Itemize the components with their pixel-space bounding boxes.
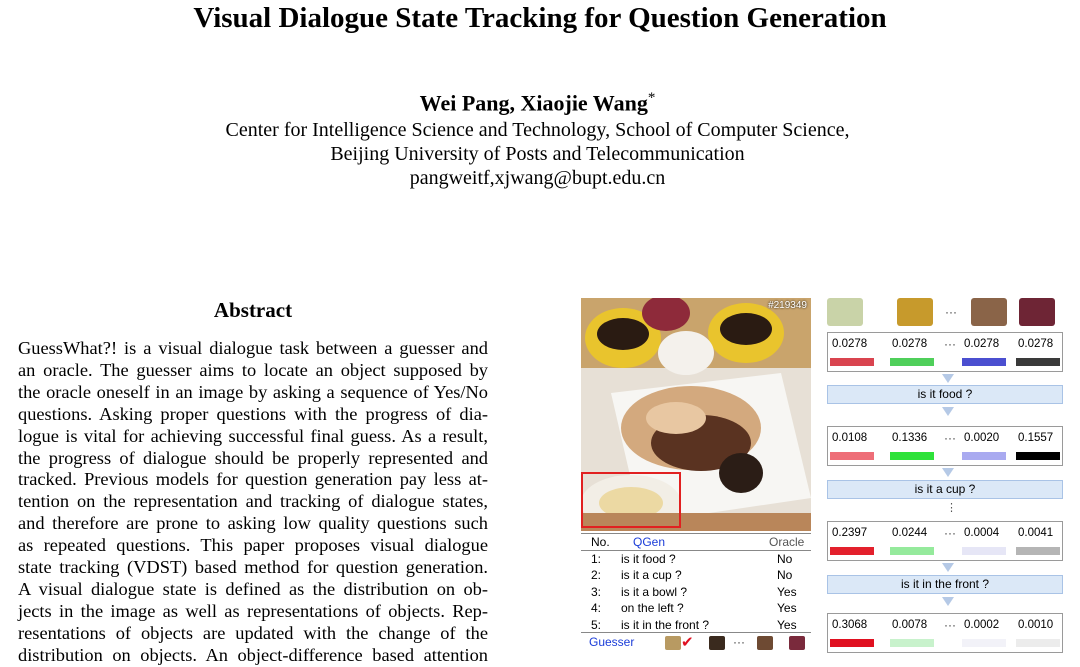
thumbnail-ellipsis: ··· xyxy=(945,305,957,319)
question-bar: is it a cup ? xyxy=(827,480,1063,499)
probability-value: 0.0244 xyxy=(892,527,928,539)
down-arrow-icon xyxy=(942,407,954,416)
object-color-bar xyxy=(890,547,934,555)
figure-photo xyxy=(581,298,811,531)
table-row xyxy=(581,551,811,567)
table-row xyxy=(581,567,811,583)
abstract-line: distribution on objects. An object-difference based attention xyxy=(18,644,488,665)
candidate-thumbnail xyxy=(757,636,773,650)
row-question: is it a bowl ? xyxy=(621,584,688,599)
probability-value: 0.2397 xyxy=(832,527,868,539)
down-arrow-icon xyxy=(942,597,954,606)
candidate-thumbnail xyxy=(789,636,805,650)
object-color-bar xyxy=(1016,547,1060,555)
object-color-bar xyxy=(830,547,874,555)
affiliation-line-2: Beijing University of Posts and Telecommunication xyxy=(330,143,745,165)
value-ellipsis: ··· xyxy=(944,337,956,351)
row-answer: Yes xyxy=(777,584,797,599)
abstract-line: GuessWhat?! is a visual dialogue task between a guesser and xyxy=(18,338,488,358)
abstract-line: tention on the representation and tracking of dialogue states, xyxy=(18,491,488,512)
probability-value: 0.1557 xyxy=(1018,432,1054,444)
row-question: is it a cup ? xyxy=(621,568,682,583)
row-answer: No xyxy=(777,552,793,566)
state-distribution-box xyxy=(827,613,1063,653)
object-color-bar xyxy=(890,639,934,647)
row-no: 2: xyxy=(591,568,602,583)
abstract-line: tracked. Previous models for question generation pay less at- xyxy=(18,469,488,490)
object-color-bar xyxy=(830,639,874,647)
state-distribution-box xyxy=(827,521,1063,561)
probability-value: 0.0278 xyxy=(832,338,868,350)
image-id-tag: #219349 xyxy=(768,300,807,311)
header-qgen: QGen xyxy=(633,535,666,549)
row-no: 4: xyxy=(591,601,602,616)
object-color-bar xyxy=(890,452,934,460)
down-arrow-icon xyxy=(942,468,954,477)
table-row xyxy=(581,584,811,600)
abstract-heading: Abstract xyxy=(213,298,293,322)
probability-value: 0.0010 xyxy=(1018,619,1054,631)
check-mark-icon: ✔ xyxy=(681,633,694,651)
abstract-line: resentations of objects are updated with the change of the xyxy=(18,622,488,643)
object-color-bar xyxy=(962,452,1006,460)
row-question: on the left ? xyxy=(621,601,684,616)
abstract-line: jects in the image as well as representations of objects. Rep- xyxy=(18,600,488,621)
object-color-bar xyxy=(962,358,1006,366)
object-thumbnail xyxy=(1019,298,1055,326)
author-email: pangweitf,xjwang@bupt.edu.cn xyxy=(409,167,666,189)
value-ellipsis: ··· xyxy=(944,431,956,445)
question-bar: is it in the front ? xyxy=(827,575,1063,594)
candidate-ellipsis: ··· xyxy=(733,635,745,649)
abstract-line: A visual dialogue state is defined as the distribution on ob- xyxy=(18,578,488,599)
object-color-bar xyxy=(890,358,934,366)
value-ellipsis: ··· xyxy=(944,618,956,632)
object-color-bar xyxy=(830,358,874,366)
question-bar: is it food ? xyxy=(827,385,1063,404)
object-thumbnails xyxy=(827,298,1063,326)
row-no: 3: xyxy=(591,584,602,599)
table-row xyxy=(581,600,811,616)
affiliation-line-1: Center for Intelligence Science and Technology, School of Computer Science, xyxy=(225,119,850,141)
candidate-thumbnail xyxy=(709,636,725,650)
row-answer: No xyxy=(777,568,793,583)
down-arrow-icon xyxy=(942,563,954,572)
dialogue-table xyxy=(581,533,811,633)
probability-value: 0.0278 xyxy=(892,338,928,350)
probability-value: 0.3068 xyxy=(832,619,868,631)
guesser-label: Guesser xyxy=(589,635,635,649)
object-color-bar xyxy=(962,547,1006,555)
value-ellipsis: ··· xyxy=(944,526,956,540)
down-arrow-icon xyxy=(942,374,954,383)
row-answer: Yes xyxy=(777,617,797,632)
probability-value: 0.0004 xyxy=(964,527,1000,539)
header-oracle: Oracle xyxy=(769,535,805,549)
abstract-line: an oracle. The guesser aims to locate an object supposed by xyxy=(18,359,488,380)
probability-value: 0.0078 xyxy=(892,619,928,631)
abstract-line: the progress of dialogue should be properly represented and xyxy=(18,447,488,468)
row-question: is it in the front ? xyxy=(621,617,710,632)
abstract-line: and therefore are prone to asking low quality questions such xyxy=(18,513,488,534)
row-answer: Yes xyxy=(777,601,797,616)
object-thumbnail xyxy=(897,298,933,326)
probability-value: 0.0002 xyxy=(964,619,1000,631)
guesser-row xyxy=(581,632,811,653)
target-object-box xyxy=(581,472,681,528)
object-color-bar xyxy=(1016,639,1060,647)
probability-value: 0.0278 xyxy=(964,338,1000,350)
abstract-line: questions. Asking proper questions with the progress of dia- xyxy=(18,403,488,424)
state-distribution-box xyxy=(827,332,1063,372)
state-distribution-box xyxy=(827,426,1063,466)
object-thumbnail xyxy=(971,298,1007,326)
abstract-line: as repeated questions. This paper proposes visual dialogue xyxy=(18,535,488,556)
probability-value: 0.0278 xyxy=(1018,338,1054,350)
author-names: Wei Pang, Xiaojie Wang xyxy=(419,90,648,116)
object-color-bar xyxy=(830,452,874,460)
row-no: 1: xyxy=(591,552,602,566)
object-color-bar xyxy=(962,639,1006,647)
header-no: No. xyxy=(591,535,610,549)
abstract-line: the oracle oneself in an image by asking a sequence of Yes/No xyxy=(18,381,488,402)
row-no: 5: xyxy=(591,617,602,632)
abstract-line: state tracking (VDST) based method for question generation. xyxy=(18,557,488,578)
author-list xyxy=(0,90,1075,116)
abstract-line: logue is vital for achieving successful final guess. As a result, xyxy=(18,425,488,446)
table-header xyxy=(581,533,811,551)
corresponding-author-mark: * xyxy=(647,90,656,106)
vertical-ellipsis: ⋮ xyxy=(946,502,957,514)
probability-value: 0.0108 xyxy=(832,432,868,444)
paper-title: Visual Dialogue State Tracking for Question Generation xyxy=(193,2,887,34)
table-row xyxy=(581,617,811,633)
probability-value: 0.0020 xyxy=(964,432,1000,444)
abstract-body xyxy=(18,338,488,667)
candidate-thumbnail xyxy=(665,636,681,650)
object-color-bar xyxy=(1016,452,1060,460)
object-color-bar xyxy=(1016,358,1060,366)
object-thumbnail xyxy=(827,298,863,326)
row-question: is it food ? xyxy=(621,552,676,566)
probability-value: 0.0041 xyxy=(1018,527,1054,539)
probability-value: 0.1336 xyxy=(892,432,928,444)
